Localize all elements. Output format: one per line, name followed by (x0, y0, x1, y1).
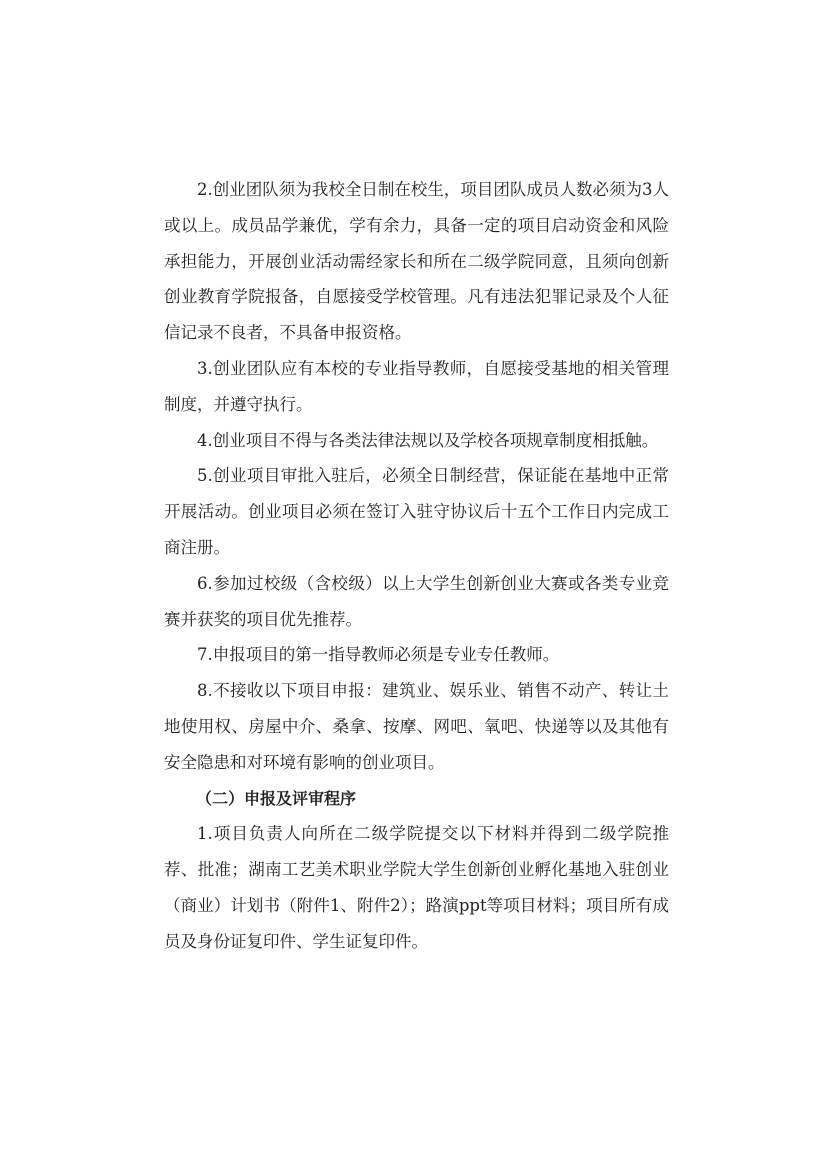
paragraph-item-7: 7.申报项目的第一指导教师必须是专业专任教师。 (197, 645, 560, 665)
paragraph-item-5: 5.创业项目审批入驻后，必须全日制经营，保证能在基地中正常开展活动。创业项目必须在签订入驻守协议后十五个工作日内完成工商注册。 (164, 466, 669, 557)
paragraph-item-3: 3.创业团队应有本校的专业指导教师，自愿接受基地的相关管理制度，并遵守执行。 (164, 358, 669, 414)
paragraph-item-2: 2.创业团队须为我校全日制在校生，项目团队成员人数必须为3人或以上。成员品学兼优，学有余力，具备一定的项目启动资金和风险承担能力，开展创业活动需经家长和所在二级学院同意，且须向创新创业教育学院报备，自愿接受学校管理。凡有违法犯罪记录及个人征信记录不良者，不具备申报资格。 (164, 180, 669, 343)
paragraph-item-4: 4.创业项目不得与各类法律法规以及学校各项规章制度相抵触。 (197, 430, 659, 450)
section-paragraph-1: 1.项目负责人向所在二级学院提交以下材料并得到二级学院推荐、批准；湖南工艺美术职业学院大学生创新创业孵化基地入驻创业（商业）计划书（附件1、附件2）；路演ppt等项目材料；项目所有成员及身份证复印件、学生证复印件。 (164, 824, 669, 951)
paragraph-item-6: 6.参加过校级（含校级）以上大学生创新创业大赛或各类专业竞赛并获奖的项目优先推荐。 (164, 573, 669, 629)
document-body (164, 172, 669, 960)
paragraph-item-8: 8.不接收以下项目申报：建筑业、娱乐业、销售不动产、转让土地使用权、房屋中介、桑拿、按摩、网吧、氧吧、快递等以及其他有安全隐患和对环境有影响的创业项目。 (164, 681, 669, 772)
section-heading: （二）申报及评审程序 (196, 788, 357, 808)
